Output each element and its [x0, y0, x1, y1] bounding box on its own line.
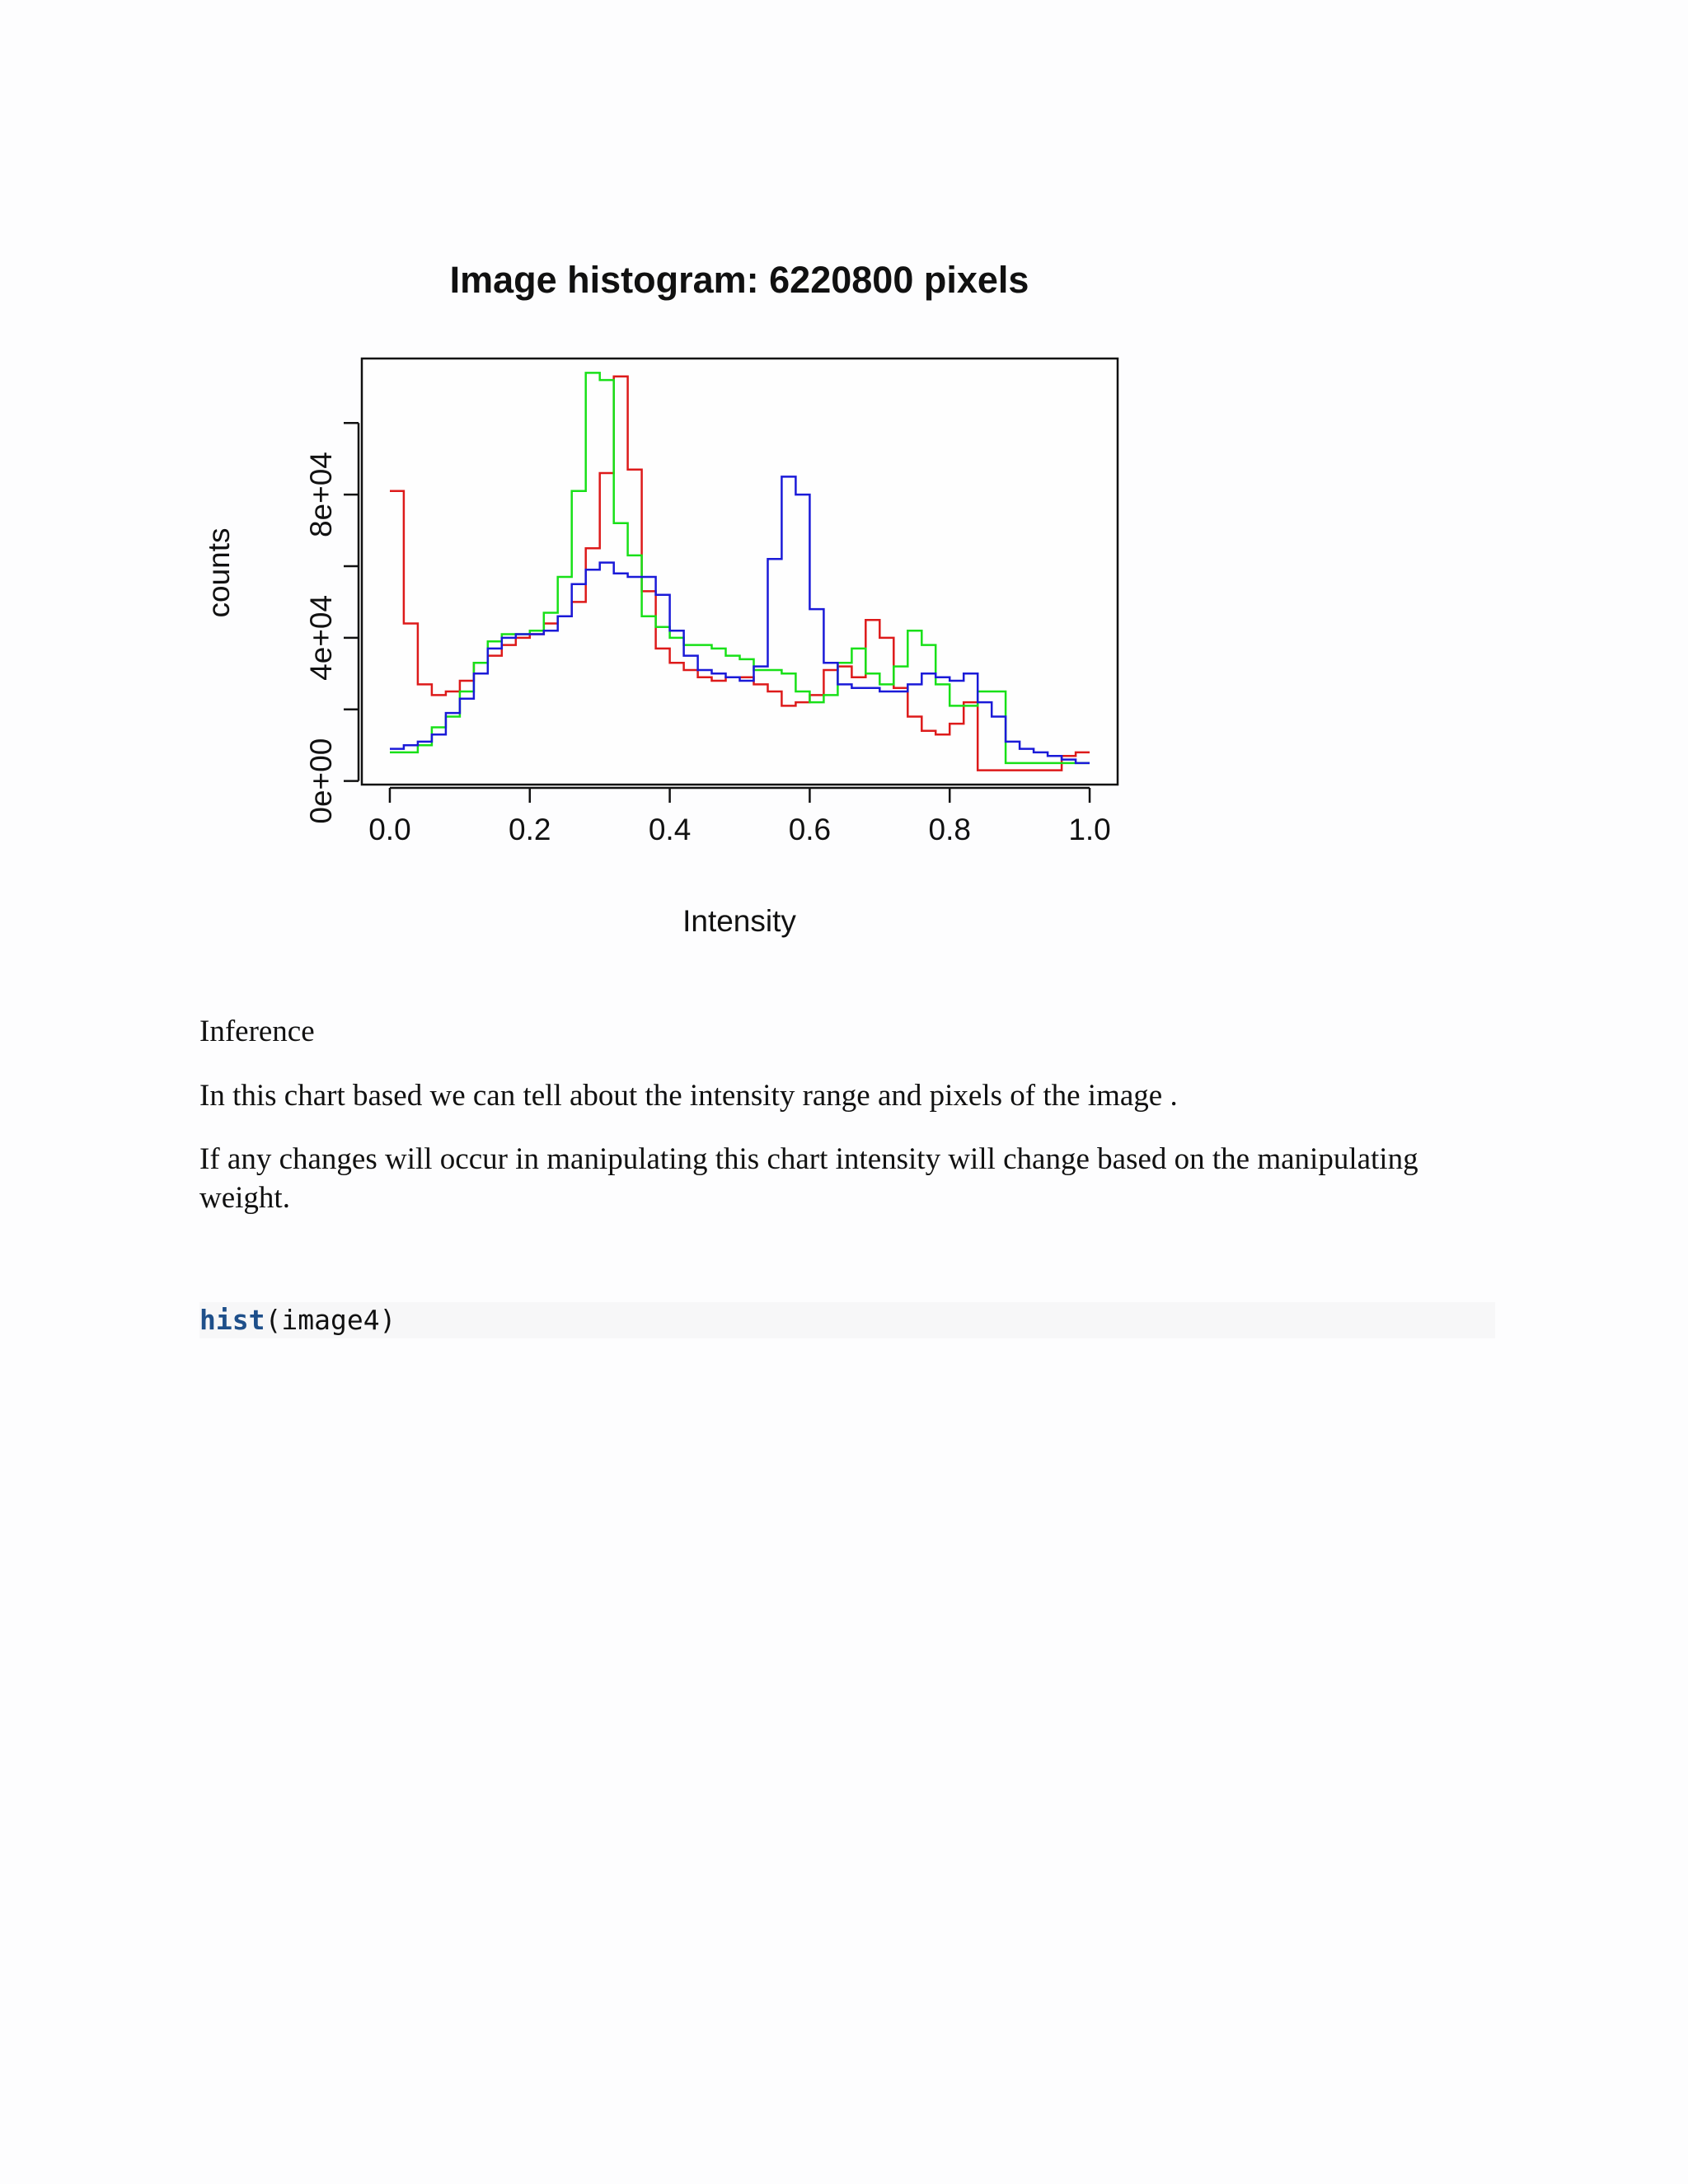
- x-tick-label: 0.2: [509, 813, 551, 846]
- y-tick-label: 4e+04: [304, 594, 338, 681]
- x-axis: [368, 788, 1111, 846]
- x-tick-label: 0.4: [648, 813, 692, 846]
- code-arguments: (image4): [265, 1304, 396, 1336]
- y-axis-label: counts: [202, 527, 236, 618]
- code-block: [199, 1302, 1495, 1338]
- x-axis-label: Intensity: [682, 904, 796, 938]
- inference-heading: Inference: [199, 1015, 315, 1048]
- y-tick-label: 0e+00: [304, 738, 338, 824]
- code-function-name: hist: [199, 1304, 265, 1336]
- y-axis: [304, 423, 359, 823]
- chart-title: Image histogram: 6220800 pixels: [449, 259, 1029, 301]
- x-tick-label: 0.8: [928, 813, 971, 846]
- plot-frame: [362, 359, 1118, 785]
- inference-paragraph-2: If any changes will occur in manipulating this chart intensity will change based on the manipulating weight.: [199, 1142, 1418, 1215]
- y-tick-label: 8e+04: [304, 452, 338, 538]
- inference-paragraph-1: In this chart based we can tell about the intensity range and pixels of the image .: [199, 1079, 1178, 1113]
- histogram-svg: [198, 239, 1154, 956]
- histogram-chart: [198, 239, 1154, 956]
- x-tick-label: 1.0: [1068, 813, 1111, 846]
- x-tick-label: 0.0: [368, 813, 411, 846]
- x-tick-label: 0.6: [788, 813, 832, 846]
